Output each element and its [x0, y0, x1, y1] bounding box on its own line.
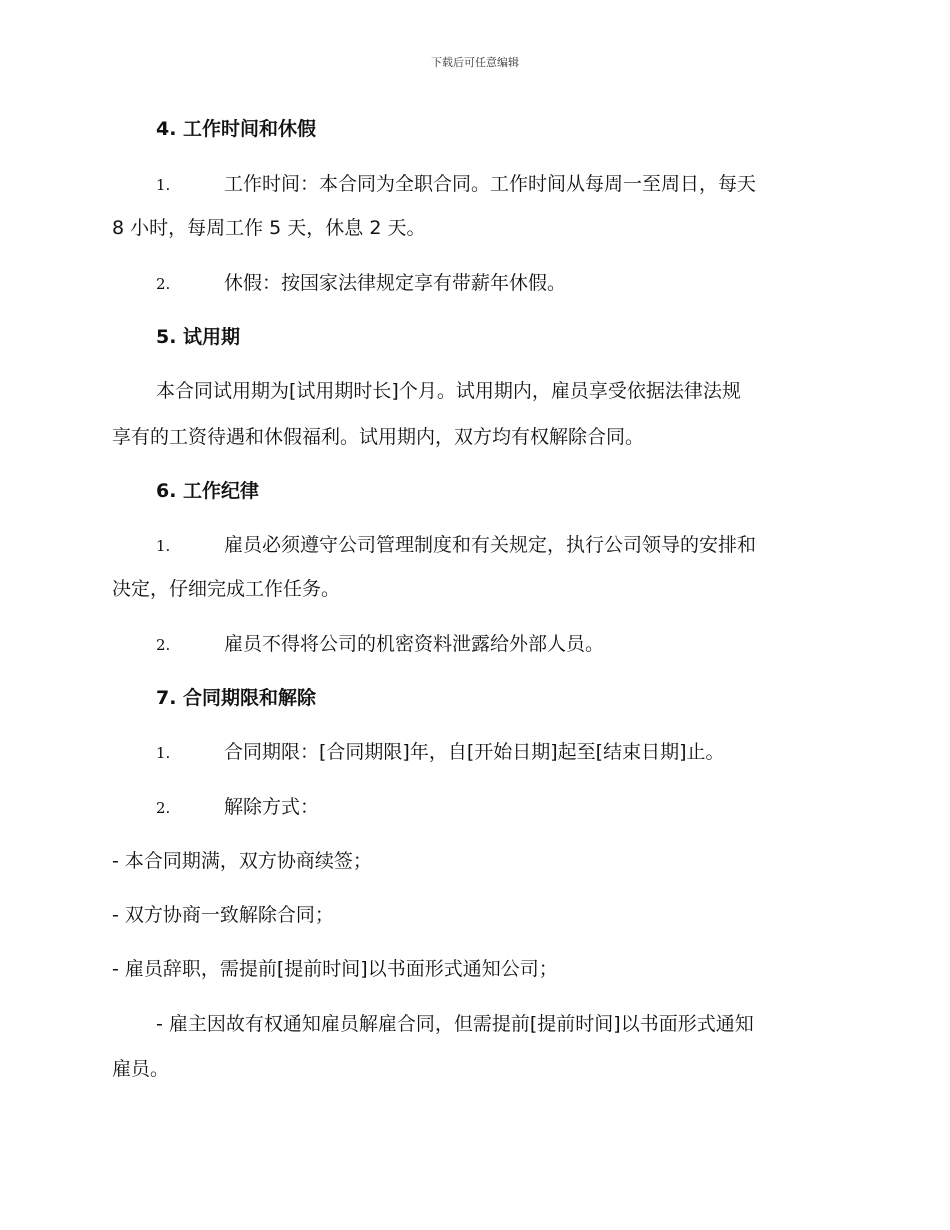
section-7-item-2: [156, 794, 884, 821]
item-text: 工作时间：本合同为全职合同。工作时间从每周一至周日，每天: [224, 173, 757, 195]
section-7-title: 7. 合同期限和解除: [156, 687, 317, 709]
section-4-title: 4. 工作时间和休假: [156, 118, 317, 140]
section-6-item-2: [156, 631, 884, 658]
section-6-item-1-line-2: 决定，仔细完成工作任务。: [112, 578, 341, 600]
section-5-title: 5. 试用期: [156, 326, 241, 348]
section-6-item-1-line-1: [156, 532, 884, 559]
item-text: 雇员必须遵守公司管理制度和有关规定，执行公司领导的安排和: [224, 534, 757, 556]
item-text: 解除方式：: [224, 796, 320, 818]
item-number: 2.: [156, 799, 171, 817]
item-text: 合同期限：[合同期限]年，自[开始日期]起至[结束日期]止。: [224, 741, 725, 763]
item-number: 2.: [156, 275, 171, 293]
section-6-title: 6. 工作纪律: [156, 480, 260, 502]
item-number: 1.: [156, 537, 171, 555]
list-item-line-2: 雇员。: [112, 1058, 170, 1080]
item-number: 1.: [156, 176, 171, 194]
section-5-paragraph-line-2: 享有的工资待遇和休假福利。试用期内，双方均有权解除合同。: [112, 426, 645, 448]
list-item-line-1: - 雇主因故有权通知雇员解雇合同，但需提前[提前时间]以书面形式通知: [156, 1013, 754, 1035]
section-4-item-1-line-1: [156, 171, 832, 198]
item-text: 休假：按国家法律规定享有带薪年休假。: [224, 272, 567, 294]
list-item: - 雇员辞职，需提前[提前时间]以书面形式通知公司；: [112, 958, 558, 980]
page-header: 下载后可任意编辑: [431, 56, 519, 69]
item-number: 2.: [156, 636, 171, 654]
section-5-paragraph-line-1: 本合同试用期为[试用期时长]个月。试用期内，雇员享受依据法律法规: [156, 380, 741, 402]
list-item: - 双方协商一致解除合同；: [112, 904, 334, 926]
section-4-item-1-line-2: 8 小时，每周工作 5 天，休息 2 天。: [112, 217, 426, 239]
item-text: 雇员不得将公司的机密资料泄露给外部人员。: [224, 633, 605, 655]
section-7-item-1: [156, 739, 884, 766]
item-number: 1.: [156, 744, 171, 762]
section-4-item-2: [156, 270, 884, 297]
list-item: - 本合同期满，双方协商续签；: [112, 850, 372, 872]
